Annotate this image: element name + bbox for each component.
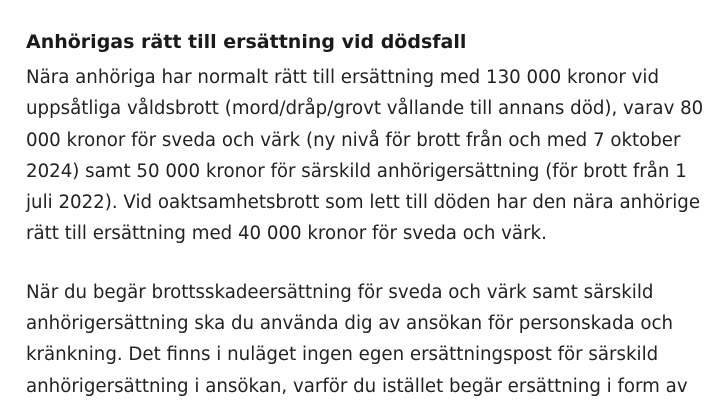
paragraph-line: 000 kronor för sveda och värk (ny nivå för brott från och med 7 oktober xyxy=(26,129,681,151)
paragraph-line: Nära anhöriga har normalt rätt till ersättning med 130 000 kronor vid xyxy=(26,67,660,88)
paragraph-line: När du begär brottsskadeersättning för sveda och värk samt särskild xyxy=(26,281,654,303)
paragraph-line: rätt till ersättning med 40 000 kronor för sveda och värk. xyxy=(26,223,547,245)
article-content xyxy=(26,24,716,402)
paragraph-line: 2024) samt 50 000 kronor för särskild anhörigersättning (för brott från 1 xyxy=(26,160,687,182)
paragraph-application-instructions xyxy=(26,277,716,402)
section-heading: Anhörigas rätt till ersättning vid dödsfall xyxy=(26,31,467,53)
paragraph-line: uppsåtliga våldsbrott (mord/dråp/grovt vållande till annans död), varav 80 xyxy=(26,98,704,120)
paragraph-compensation-amounts xyxy=(26,62,716,250)
paragraph-line: anhörigersättning i ansökan, varför du istället begär ersättning i form av xyxy=(26,375,688,397)
paragraph-line: kränkning. Det finns i nuläget ingen egen ersättningspost för särskild xyxy=(26,344,659,366)
paragraph-line: anhörigersättning ska du använda dig av ansökan för personskada och xyxy=(26,313,674,335)
paragraph-line: juli 2022). Vid oaktsamhetsbrott som lett till döden har den nära anhörige xyxy=(26,192,701,214)
